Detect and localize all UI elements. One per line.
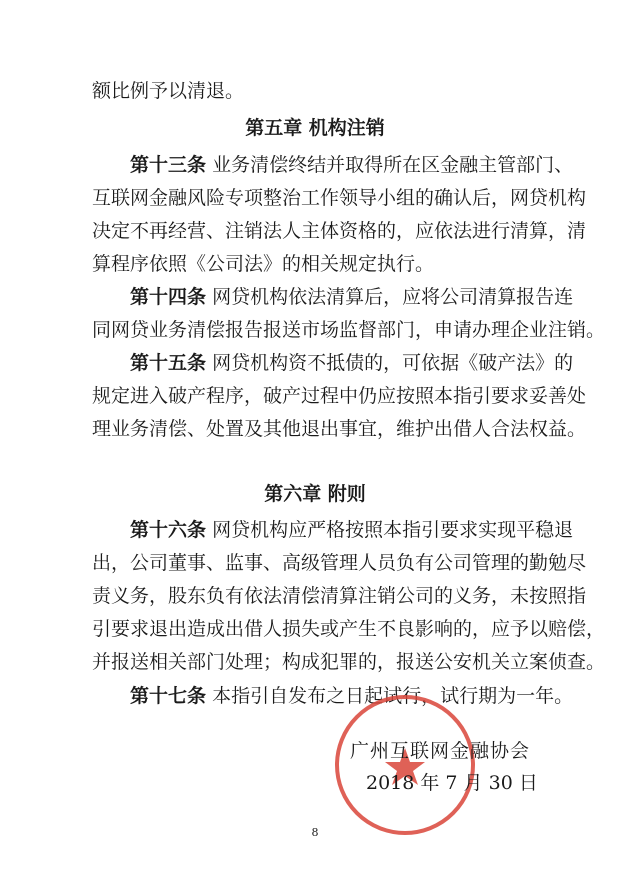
article-15-line-1 — [130, 350, 574, 376]
chapter-six-title: 第六章 附则 — [264, 483, 366, 505]
article-16-line-3: 责义务，股东负有依法清偿清算注销公司的义务，未按照指 — [92, 585, 587, 607]
article-16-line-4: 引要求退出造成出借人损失或产生不良影响的，应予以赔偿， — [92, 618, 606, 640]
article-16-text-1: 网贷机构应严格按照本指引要求实现平稳退 — [212, 519, 574, 541]
article-13-line-3: 决定不再经营、注销法人主体资格的，应依法进行清算，清 — [92, 220, 587, 242]
article-17-text-1: 本指引自发布之日起试行，试行期为一年。 — [212, 685, 574, 707]
article-15-label: 第十五条 — [130, 352, 207, 374]
article-13-line-4: 算程序依照《公司法》的相关规定执行。 — [92, 253, 435, 275]
article-13-label: 第十三条 — [130, 154, 207, 176]
official-seal-icon — [330, 690, 480, 840]
article-16-label: 第十六条 — [130, 519, 207, 541]
article-16-line-2: 出，公司董事、监事、高级管理人员负有公司管理的勤勉尽 — [92, 552, 587, 574]
article-13-text-1: 业务清偿终结并取得所在区金融主管部门、 — [212, 154, 574, 176]
article-13-line-2: 互联网金融风险专项整治工作领导小组的确认后，网贷机构 — [92, 187, 587, 209]
article-15-line-3: 理业务清偿、处置及其他退出事宜，维护出借人合法权益。 — [92, 418, 587, 440]
article-14-line-1 — [130, 284, 574, 310]
article-14-label: 第十四条 — [130, 286, 207, 308]
continued-line: 额比例予以清退。 — [92, 80, 245, 102]
article-15-line-2: 规定进入破产程序，破产过程中仍应按照本指引要求妥善处 — [92, 385, 587, 407]
article-14-line-2: 同网贷业务清偿报告报送市场监督部门，申请办理企业注销。 — [92, 319, 606, 341]
article-15-text-1: 网贷机构资不抵债的，可依据《破产法》的 — [212, 352, 574, 374]
chapter-five-title: 第五章 机构注销 — [245, 117, 385, 139]
article-17-label: 第十七条 — [130, 685, 207, 707]
article-13-line-1 — [130, 152, 574, 178]
signature-organization: 广州互联网金融协会 — [350, 740, 531, 762]
signature-date: 2018 年 7 月 30 日 — [366, 772, 538, 794]
article-14-text-1: 网贷机构依法清算后，应将公司清算报告连 — [212, 286, 574, 308]
page-number: 8 — [311, 826, 319, 839]
article-16-line-5: 并报送相关部门处理；构成犯罪的，报送公安机关立案侦查。 — [92, 651, 606, 673]
article-16-line-1 — [130, 517, 574, 543]
